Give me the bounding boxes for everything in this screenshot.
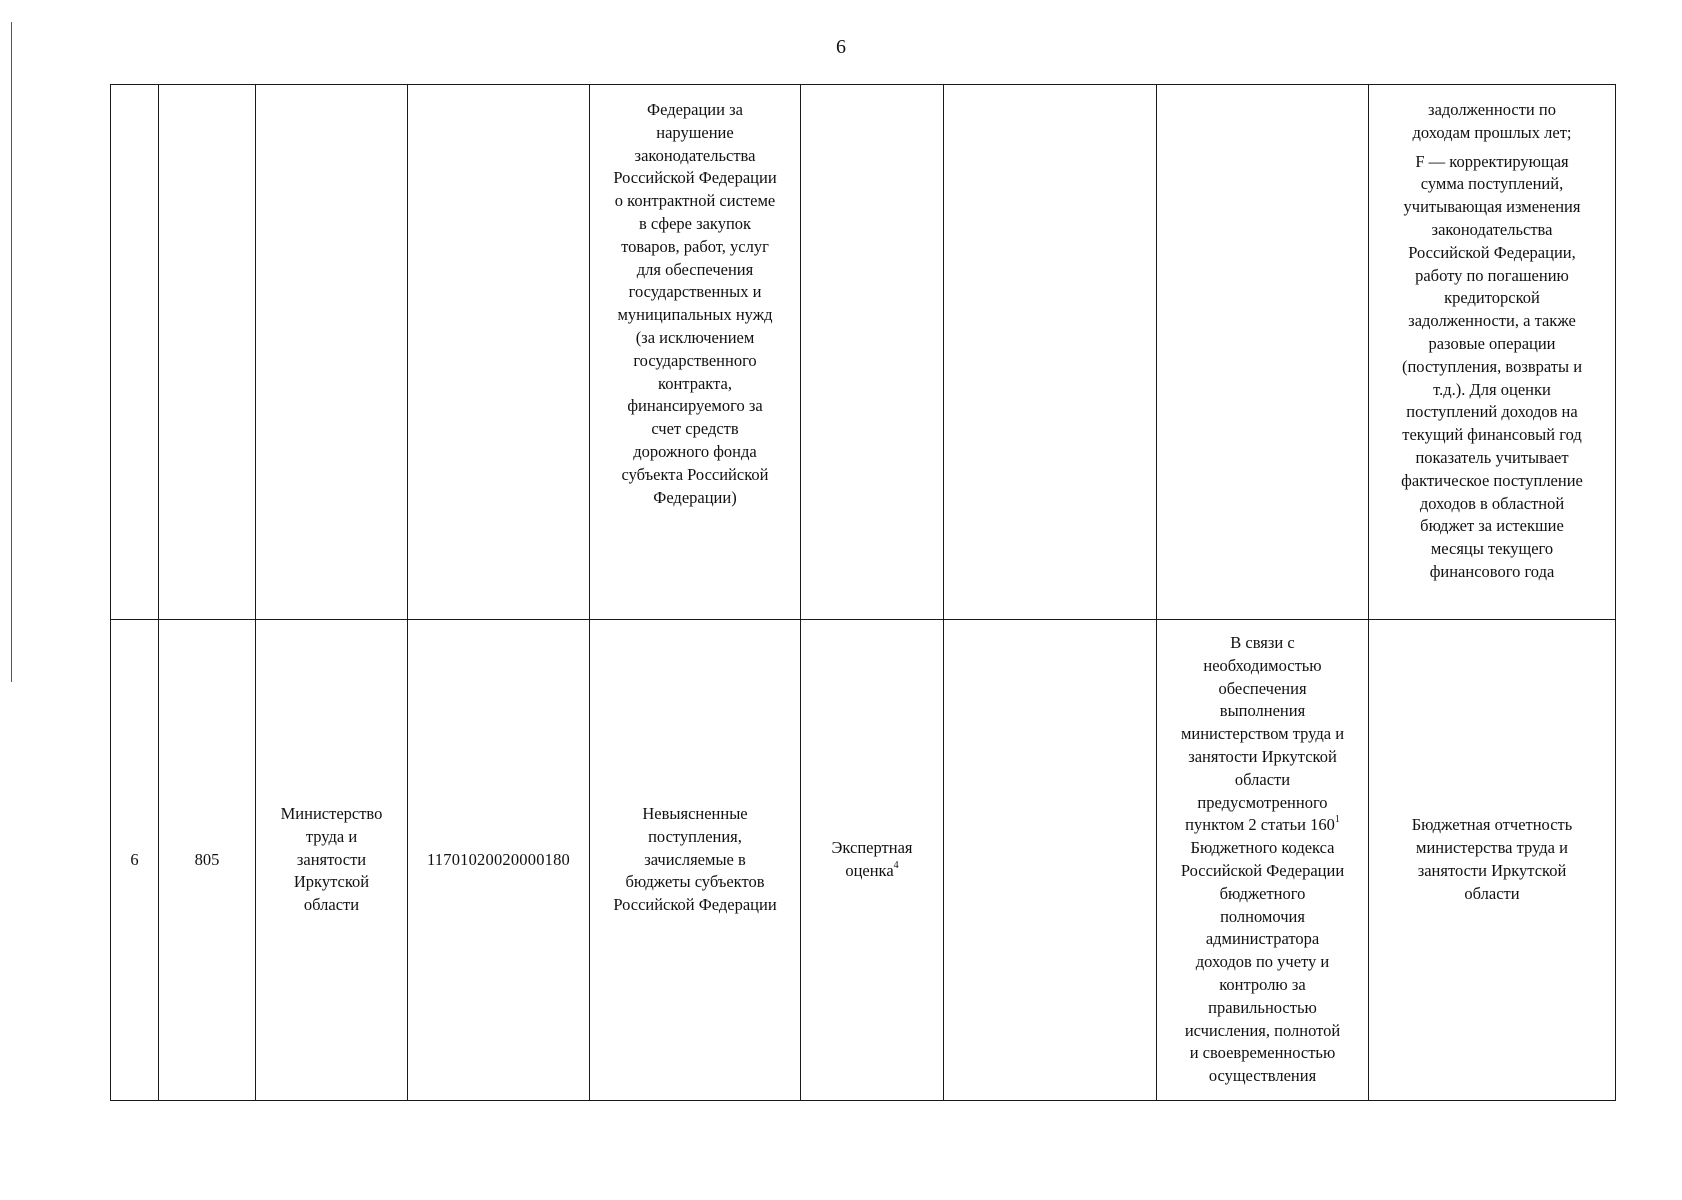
method-text: Экспертная оценка xyxy=(831,838,913,880)
cell-source xyxy=(1369,85,1616,620)
cell-source xyxy=(1369,620,1616,1101)
method-footnote: 4 xyxy=(893,859,899,871)
cell-administrator xyxy=(256,620,408,1101)
cell-income-name xyxy=(590,85,801,620)
cell-number xyxy=(111,620,159,1101)
source-text-part1: задолженности по доходам прошлых лет; xyxy=(1412,100,1572,142)
algorithm-footnote: 1 xyxy=(1334,813,1340,825)
income-name: Невыясненные поступления, зачисляемые в бюджеты субъектов Российской Федерации xyxy=(613,804,777,915)
cell-administrator xyxy=(256,85,408,620)
scan-margin-line xyxy=(11,22,12,682)
kbk-code: 11701020020000180 xyxy=(426,849,571,869)
income-name-text: Федерации за нарушение законодательства Российской Федерации о контрактной системе в сфере закупок товаров, работ, услуг для обеспечения государственных и муниципальных нужд (за исключением государственного контракта, финансируемого за счет средств дорожного фонда субъекта Российской Федерации) xyxy=(613,100,777,507)
page-number: 6 xyxy=(836,36,846,58)
cell-formula xyxy=(944,620,1157,1101)
cell-kbk xyxy=(408,85,590,620)
table-row-6 xyxy=(111,620,1616,1101)
cell-admin-code xyxy=(159,85,256,620)
admin-code: 805 xyxy=(194,849,220,869)
cell-admin-code xyxy=(159,620,256,1101)
cell-algorithm xyxy=(1157,85,1369,620)
cell-method xyxy=(801,85,944,620)
algorithm-text-part2: Бюджетного кодекса Российской Федерации бюджетного полномочия администратора доходов по учету и контролю за правильностью исчисления, полнотой и своевременностью осуществления xyxy=(1180,838,1345,1086)
cell-income-name xyxy=(590,620,801,1101)
algorithm-text-part1: В связи с необходимостью обеспечения выполнения министерством труда и занятости Иркутской области предусмотренного пунктом 2 статьи 160 xyxy=(1180,633,1345,835)
source-text: Бюджетная отчетность министерства труда и занятости Иркутской области xyxy=(1411,815,1573,903)
administrator-name: Министерство труда и занятости Иркутской области xyxy=(280,804,383,915)
cell-kbk xyxy=(408,620,590,1101)
cell-number xyxy=(111,85,159,620)
cell-method xyxy=(801,620,944,1101)
source-text-part2: F — корректирующая сумма поступлений, учитывающая изменения законодательства Российской Федерации, работу по погашению кредиторской задолженности, а также разовые операции (поступления, возвраты и т.д.). Для оценки поступлений доходов на текущий финансовый год показатель учитывает фактическое поступление доходов в областной бюджет за истекшие месяцы текущего финансового года xyxy=(1401,151,1583,581)
cell-algorithm xyxy=(1157,620,1369,1101)
table-row-continuation xyxy=(111,85,1616,620)
cell-formula xyxy=(944,85,1157,620)
row-number: 6 xyxy=(130,849,139,869)
income-methodology-table xyxy=(110,84,1616,1101)
